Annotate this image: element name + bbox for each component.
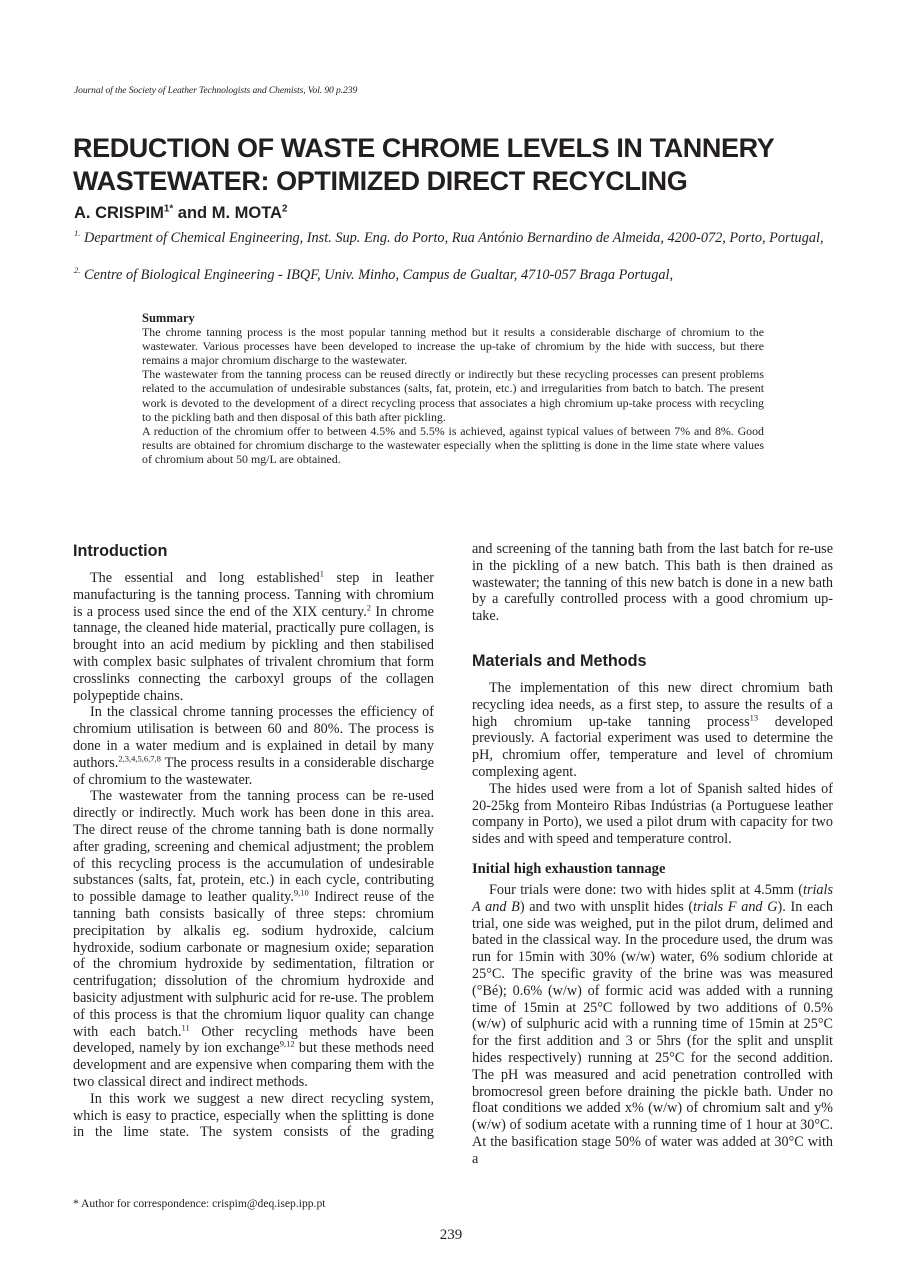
text-run: Four trials were done: two with hides split at 4.5mm ( bbox=[489, 881, 804, 898]
text-run: Indirect reuse of the tanning bath consists basically of three steps: chromium precipitation by alkalis eg. sodium hydroxide, calcium hydroxide, sodium carbonate or magnesium oxide; separation of the chromium hydroxide by sedimentation, filtration or centrifugation; dissolution of the chromium hydroxide and basicity adjustment with sulphuric acid for re-use. The problem of this process is that the chromium liquor quality can change with each batch. bbox=[73, 889, 434, 1040]
text-run: The implementation of this new direct chromium bath recycling idea needs, as a first step, to assure the results of a high chromium up-take tanning process bbox=[472, 679, 833, 730]
intro-paragraph-4-continued: and screening of the tanning bath from the last batch for re-use in the pickling of a new batch. This bath is then drained as wastewater; the tanning of this new batch is done in a new bath by a carefully controlled process with a good chromium up-take. bbox=[472, 541, 833, 625]
author-list bbox=[74, 204, 287, 223]
right-column bbox=[472, 541, 833, 1168]
summary-block bbox=[142, 311, 764, 466]
text-run: step in leather manufacturing is the tanning process. Tanning with chromium is a process used since the end of the XIX century. bbox=[73, 570, 434, 620]
correspondence-footnote: * Author for correspondence: crispim@deq.isep.ipp.pt bbox=[73, 1197, 326, 1210]
author-2-marker: 2 bbox=[281, 203, 288, 215]
author-1-marker: 1* bbox=[163, 203, 174, 215]
left-column bbox=[73, 541, 434, 1141]
intro-paragraph-1 bbox=[73, 570, 434, 704]
citation-ref: 11 bbox=[181, 1021, 190, 1032]
article-title bbox=[73, 132, 853, 198]
title-line-2: WASTEWATER: OPTIMIZED DIRECT RECYCLING bbox=[73, 166, 688, 196]
journal-header: Journal of the Society of Leather Technologists and Chemists, Vol. 90 p.239 bbox=[74, 85, 358, 96]
summary-heading: Summary bbox=[142, 311, 195, 325]
intro-paragraph-3 bbox=[73, 788, 434, 1090]
author-2: M. MOTA bbox=[211, 204, 282, 222]
text-run: The wastewater from the tanning process can be re-used directly or indirectly. Much work has been done in this area. The direct reuse of the chrome tanning bath is done normally after grading, screening and chemical adjustment; the problem of this recycling process is the accumulation of undesirable substances (salts, fat, protein, etc.) in each cycle, contributing to possible damage to leather quality. bbox=[73, 788, 434, 906]
methods-heading: Materials and Methods bbox=[472, 651, 647, 670]
summary-paragraph: The wastewater from the tanning process can be reused directly or indirectly but these recycling processes can present problems related to the accumulation of undesirable substances (salts, fat, protein, etc.) and irregularities from batch to batch. The present work is devoted to the development of a direct recycling process that associates a high chromium up-take process with recycling to the pickling bath and then disposal of this bath after pickling. bbox=[142, 367, 764, 424]
text-run: developed previously. A factorial experiment was used to determine the pH, chromium offer, temperature and level of chromium complexing agent. bbox=[472, 713, 833, 780]
citation-ref: 2,3,4,5,6,7,8 bbox=[118, 753, 161, 764]
page-number: 239 bbox=[439, 1227, 463, 1243]
affiliation-1 bbox=[74, 229, 834, 247]
trial-label: trials F and G bbox=[693, 898, 778, 915]
text-run: The process results in a considerable discharge of chromium to the wastewater. bbox=[73, 754, 434, 788]
author-joiner: and bbox=[173, 204, 212, 222]
affiliation-2-marker: 2. bbox=[74, 265, 81, 276]
summary-paragraph: A reduction of the chromium offer to between 4.5% and 5.5% is achieved, against typical values of between 7% and 8%. Good results are obtained for chromium discharge to the wastewater especially when the splitting is done in the lime state where values of chromium about 50 mg/L are obtained. bbox=[142, 423, 764, 466]
summary-paragraph: The chrome tanning process is the most popular tanning method but it results a considerable discharge of chromium to the wastewater. Various processes have been developed to increase the up-take of chromium by the hide with success, but there remains a major chromium discharge to the wastewater. bbox=[142, 325, 764, 368]
text-run: but these methods need development and are expensive when comparing them with the two classical direct and indirect methods. bbox=[73, 1040, 434, 1090]
text-run: Other recycling methods have been developed, namely by ion exchange bbox=[73, 1023, 434, 1057]
intro-paragraph-2 bbox=[73, 704, 434, 788]
affiliation-2-text: Centre of Biological Engineering - IBQF, Univ. Minho, Campus de Gualtar, 4710-057 Braga Portugal, bbox=[80, 267, 674, 283]
text-run: ) and two with unsplit hides ( bbox=[519, 898, 694, 915]
text-run: The essential and long established bbox=[90, 570, 320, 586]
citation-ref: 2 bbox=[366, 601, 372, 612]
affiliation-1-marker: 1. bbox=[74, 228, 81, 239]
author-1: A. CRISPIM bbox=[74, 204, 164, 222]
methods-paragraph-3 bbox=[472, 882, 833, 1168]
text-run: ). In each trial, one side was weighed, put in the pilot drum, delimed and bated in the classical way. In the procedure used, the drum was run for 15min with 30% (w/w) water, 6% sodium chloride at 25°C. The specific gravity of the brine was was measured (°Bé); 0.6% (w/w) of formic acid was added with a running time of 15min at 25°C followed by two additions of 0.5% (w/w) of sulphuric acid with a running time of 15min at 25°C for the first addition and 3 or 5hrs (for the split and unsplit hides respectively) running at 25°C for the second addition. The pH was measured and acid penetration controlled with bromocresol green before draining the pickle bath. Under no float conditions we added x% (w/w) of chromium salt and y% (w/w) of sodium acetate with a running time of 1 hour at 30°C. At the basification stage 50% of water was added at 30°C with a bbox=[472, 898, 834, 1167]
affiliation-1-text: Department of Chemical Engineering, Inst. Sup. Eng. do Porto, Rua António Bernardino de Almeida, 4200-072, Porto, Portugal, bbox=[80, 230, 824, 246]
methods-paragraph-2: The hides used were from a lot of Spanish salted hides of 20-25kg from Monteiro Ribas Indústrias (a Portuguese leather company in Porto), we used a pilot drum with capacity for two sides and with speed and temperature control. bbox=[472, 780, 833, 848]
citation-ref: 9,10 bbox=[293, 887, 309, 898]
tannage-subheading: Initial high exhaustion tannage bbox=[472, 860, 666, 877]
methods-paragraph-1 bbox=[472, 680, 833, 781]
citation-ref: 13 bbox=[749, 711, 759, 722]
introduction-heading: Introduction bbox=[73, 542, 168, 560]
affiliation-2 bbox=[74, 266, 834, 284]
text-run: In the classical chrome tanning processes the efficiency of chromium utilisation is between 60 and 80%. The process is done in a water medium and is explained in detail by many authors. bbox=[73, 704, 434, 771]
text-run: In chrome tannage, the cleaned hide material, practically pure collagen, is brought into an acid medium by pickling and then stabilised with complex basic sulphates of trivalent chromium that form crosslinks connecting the carboxyl groups of the collagen polypeptide chains. bbox=[73, 603, 434, 704]
title-line-1: REDUCTION OF WASTE CHROME LEVELS IN TANNERY bbox=[73, 133, 775, 163]
citation-ref: 1 bbox=[319, 568, 324, 579]
citation-ref: 9,12 bbox=[279, 1038, 295, 1049]
intro-paragraph-4: In this work we suggest a new direct recycling system, which is easy to practice, especially when the splitting is done in the lime state. The system consists of the grading bbox=[73, 1090, 434, 1141]
trial-label: trials A and B bbox=[472, 881, 833, 915]
